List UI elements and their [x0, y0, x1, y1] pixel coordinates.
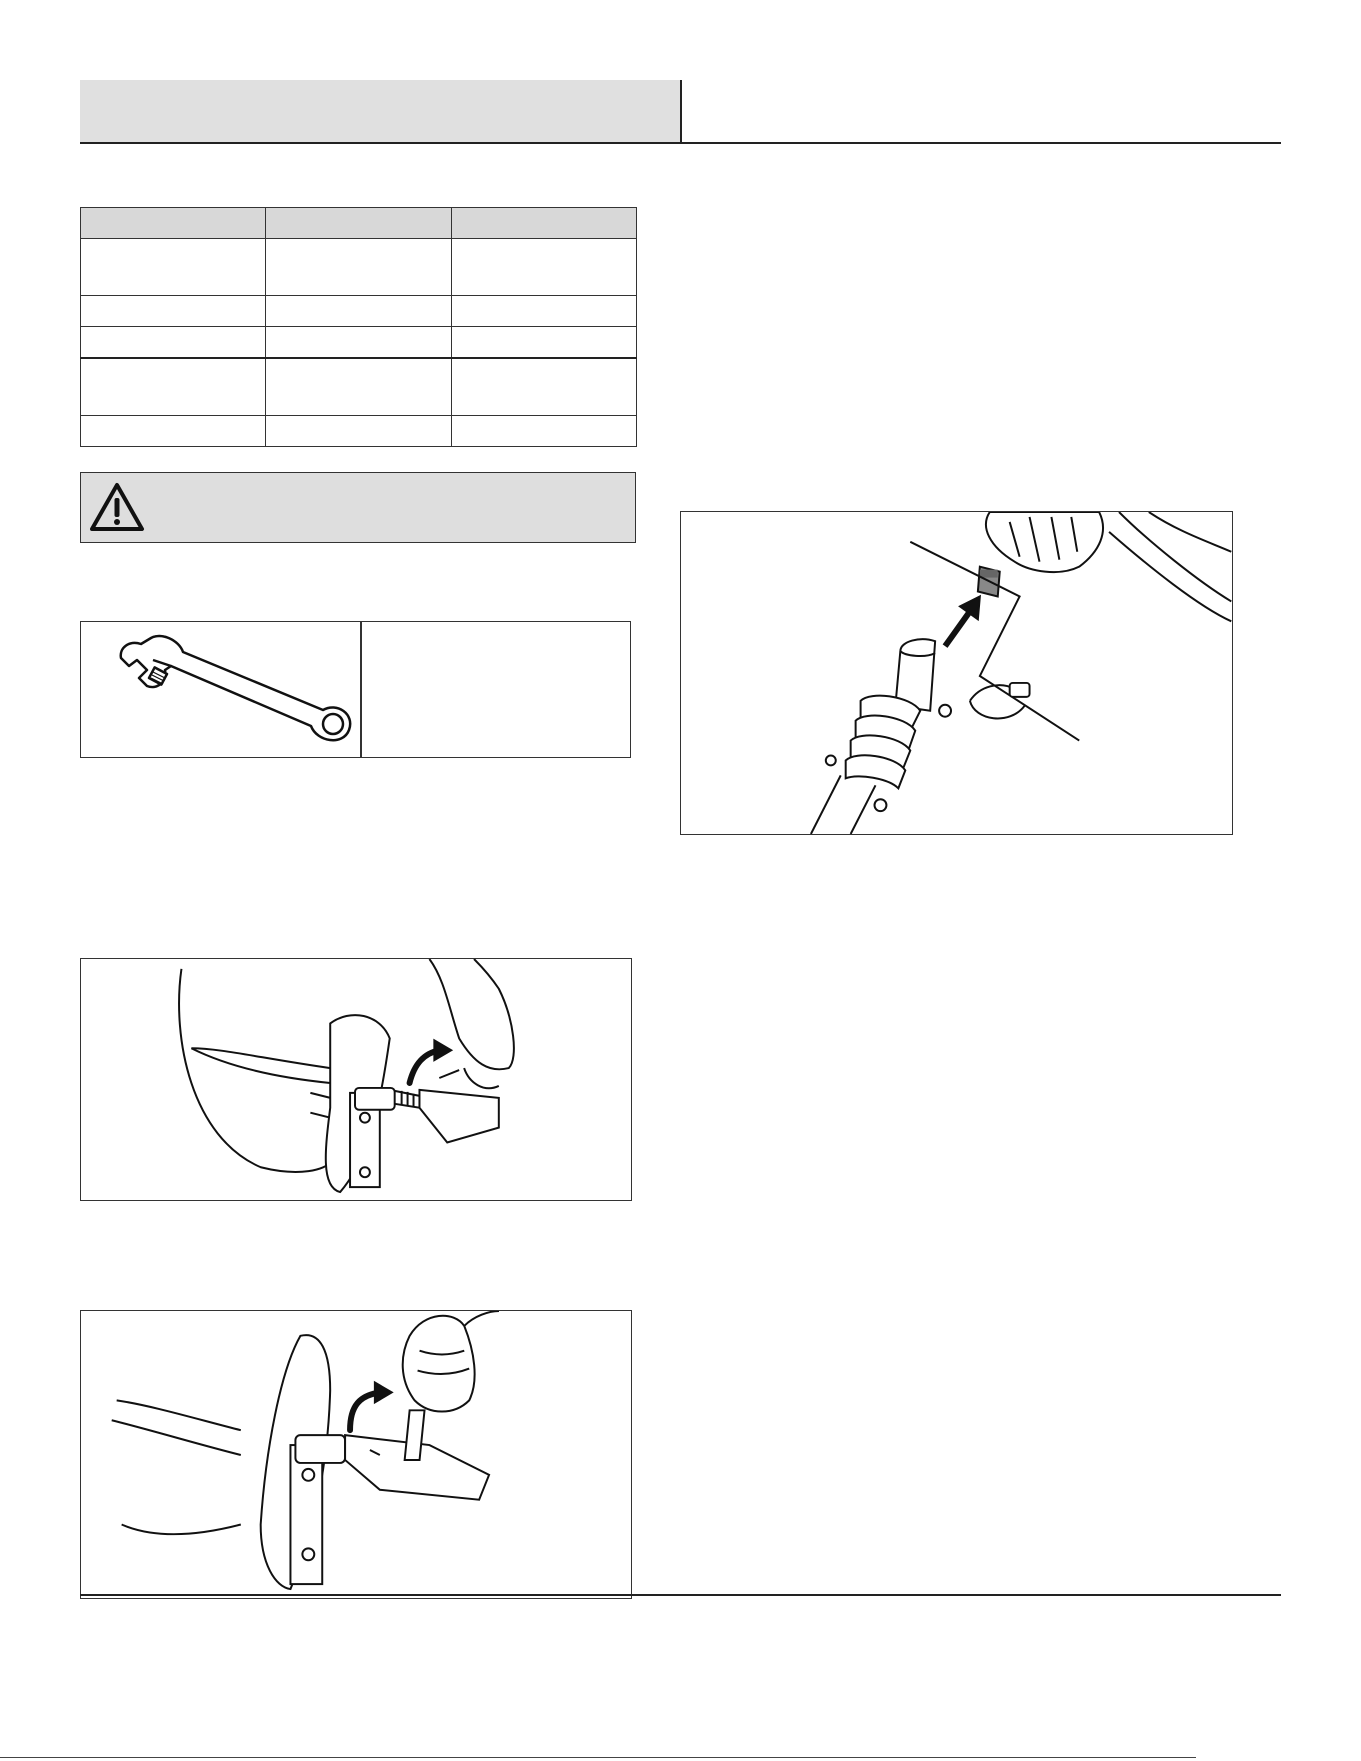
table-row: [81, 358, 637, 416]
adjustable-wrench-icon: [111, 630, 361, 750]
header-rule: [80, 142, 1281, 144]
part-description: [266, 358, 451, 416]
part-quantity: [451, 416, 636, 447]
auger-blade-illustration: [81, 1311, 631, 1598]
col-description-header: [266, 208, 451, 239]
parts-table-header-row: [81, 208, 637, 239]
part-quantity: [451, 296, 636, 327]
part-id: [81, 296, 266, 327]
footer-rule: [80, 1594, 1281, 1596]
part-description: [266, 327, 451, 359]
table-row: [81, 239, 637, 296]
part-id: [81, 239, 266, 296]
auger-shaft-attachment-figure: [680, 511, 1233, 835]
parts-table: [80, 207, 637, 447]
part-id: [81, 327, 266, 359]
part-quantity: [451, 239, 636, 296]
table-row: [81, 296, 637, 327]
header-divider: [680, 80, 682, 143]
warning-box: [80, 472, 636, 543]
shaft-attachment-illustration: [681, 512, 1232, 834]
part-description: [266, 296, 451, 327]
auger-blade-removal-figure: [80, 958, 632, 1201]
auger-blade-illustration: [81, 959, 631, 1200]
table-row: [81, 327, 637, 359]
part-id: [81, 416, 266, 447]
col-part-header: [81, 208, 266, 239]
part-quantity: [451, 327, 636, 359]
part-description: [266, 239, 451, 296]
auger-blade-install-figure: [80, 1310, 632, 1599]
part-description: [266, 416, 451, 447]
header-title-box: [80, 80, 681, 143]
col-quantity-header: [451, 208, 636, 239]
tools-needed-box: [80, 621, 631, 758]
tool-box-divider: [360, 622, 362, 757]
page-bottom-rule: [0, 1757, 1196, 1758]
part-id: [81, 358, 266, 416]
table-row: [81, 416, 637, 447]
warning-triangle-icon: [89, 481, 145, 533]
part-quantity: [451, 358, 636, 416]
